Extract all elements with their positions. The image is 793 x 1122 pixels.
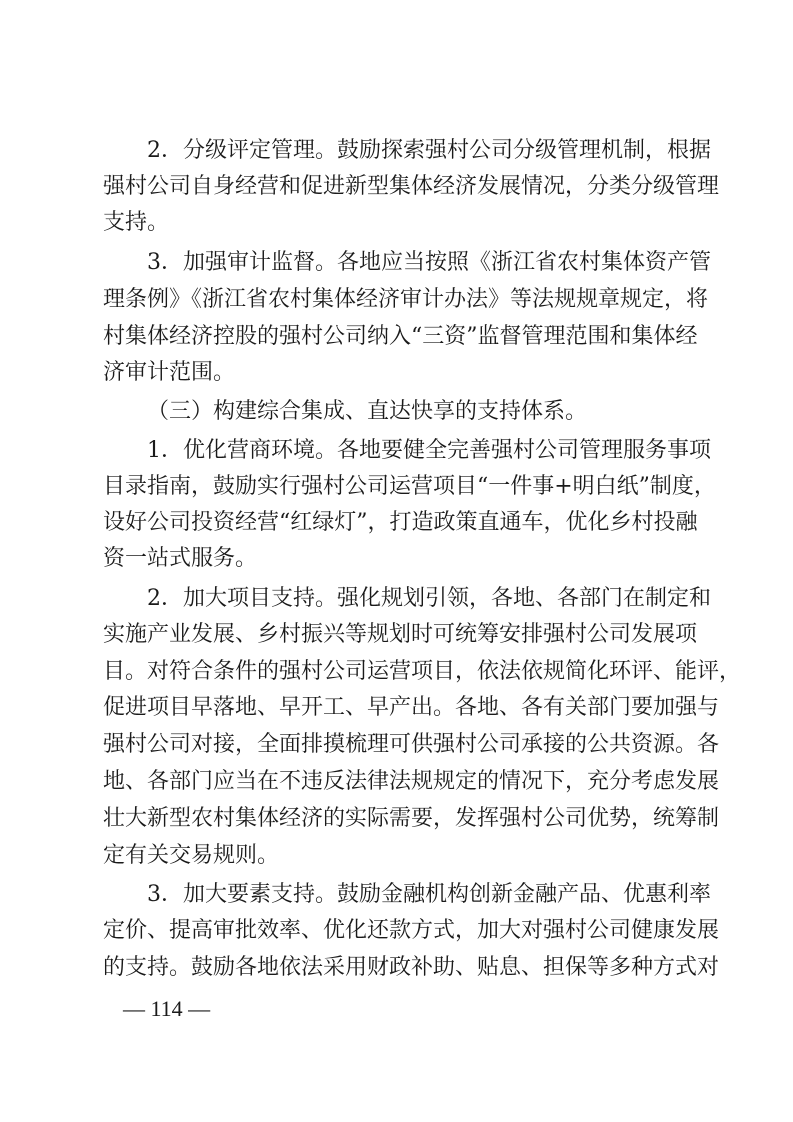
paragraph-line: 目。对符合条件的强村公司运营项目，依法依规简化环评、能评， (103, 659, 742, 684)
paragraph-line: 3．加强审计监督。各地应当按照《浙江省农村集体资产管 (147, 250, 711, 275)
paragraph-line: 1．优化营商环境。各地要健全完善强村公司管理服务事项 (147, 438, 711, 463)
paragraph-line: 强村公司对接，全面排摸梳理可供强村公司承接的公共资源。各 (103, 732, 720, 757)
paragraph-line: 理条例》《浙江省农村集体经济审计办法》等法规规章规定，将 (103, 287, 709, 312)
paragraph-line: 村集体经济控股的强村公司纳入“三资”监督管理范围和集体经 (103, 324, 698, 349)
paragraph-line: 定价、提高审批效率、优化还款方式，加大对强村公司健康发展 (103, 918, 720, 943)
paragraph-line: 设好公司投资经营“红绿灯”，打造政策直通车，优化乡村投融 (103, 510, 698, 535)
paragraph-line: 3．加大要素支持。鼓励金融机构创新金融产品、优惠利率 (147, 882, 711, 907)
section-heading: （三）构建综合集成、直达快享的支持体系。 (147, 399, 588, 424)
page-number: — 114 — (123, 996, 211, 1021)
paragraph-line: 资一站式服务。 (103, 546, 258, 571)
paragraph-line: 定有关交易规则。 (103, 843, 280, 868)
paragraph-line: 2．分级评定管理。鼓励探索强村公司分级管理机制，根据 (147, 138, 711, 163)
paragraph-line: 2．加大项目支持。强化规划引领，各地、各部门在制定和 (147, 586, 711, 611)
paragraph-line: 壮大新型农村集体经济的实际需要，发挥强村公司优势，统筹制 (103, 806, 720, 831)
paragraph-line: 强村公司自身经营和促进新型集体经济发展情况，分类分级管理 (103, 174, 720, 199)
paragraph-line: 促进项目早落地、早开工、早产出。各地、各有关部门要加强与 (103, 695, 720, 720)
paragraph-line: 地、各部门应当在不违反法律法规规定的情况下，充分考虑发展 (103, 769, 720, 794)
paragraph-line: 济审计范围。 (103, 360, 236, 385)
paragraph-line: 支持。 (103, 210, 170, 235)
paragraph-line: 的支持。鼓励各地依法采用财政补助、贴息、担保等多种方式对 (103, 955, 720, 980)
paragraph-line: 实施产业发展、乡村振兴等规划时可统筹安排强村公司发展项 (103, 622, 698, 647)
paragraph-line: 目录指南，鼓励实行强村公司运营项目“一件事+明白纸”制度， (103, 474, 716, 499)
